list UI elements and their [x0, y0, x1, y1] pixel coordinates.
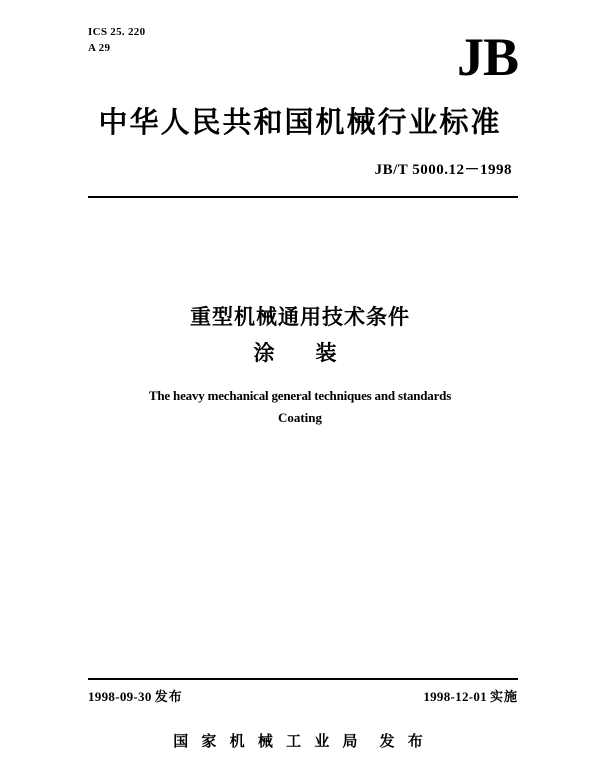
jb-logo: JB [456, 27, 518, 87]
document-title-cn: 重型机械通用技术条件 [190, 304, 410, 329]
issuer-name: 国 家 机 械 工 业 局 [173, 732, 362, 750]
document-title-en: The heavy mechanical general techniques and standards [148, 388, 452, 403]
footer-dates [88, 686, 518, 705]
issuer-line [0, 730, 600, 751]
ics-block [88, 24, 145, 56]
effective-date-group [423, 686, 518, 705]
effective-date: 1998-12-01 [423, 689, 487, 704]
document-subtitle-cn: 涂 装 [253, 340, 347, 365]
standard-number: JB/T 5000.12－1998 [374, 162, 512, 178]
ics-code: ICS 25. 220 [88, 26, 146, 38]
document-subtitle-en: Coating [277, 410, 323, 425]
issuer-action: 发 布 [379, 732, 427, 750]
issue-label: 发布 [154, 689, 183, 704]
issue-date: 1998-09-30 [88, 689, 152, 704]
page-title: 中华人民共和国机械行业标准 [98, 105, 502, 139]
footer-divider [88, 678, 518, 680]
issue-date-group [88, 686, 183, 705]
header-divider [88, 196, 518, 198]
classification-code: A 29 [88, 42, 111, 54]
effective-label: 实施 [489, 689, 518, 704]
